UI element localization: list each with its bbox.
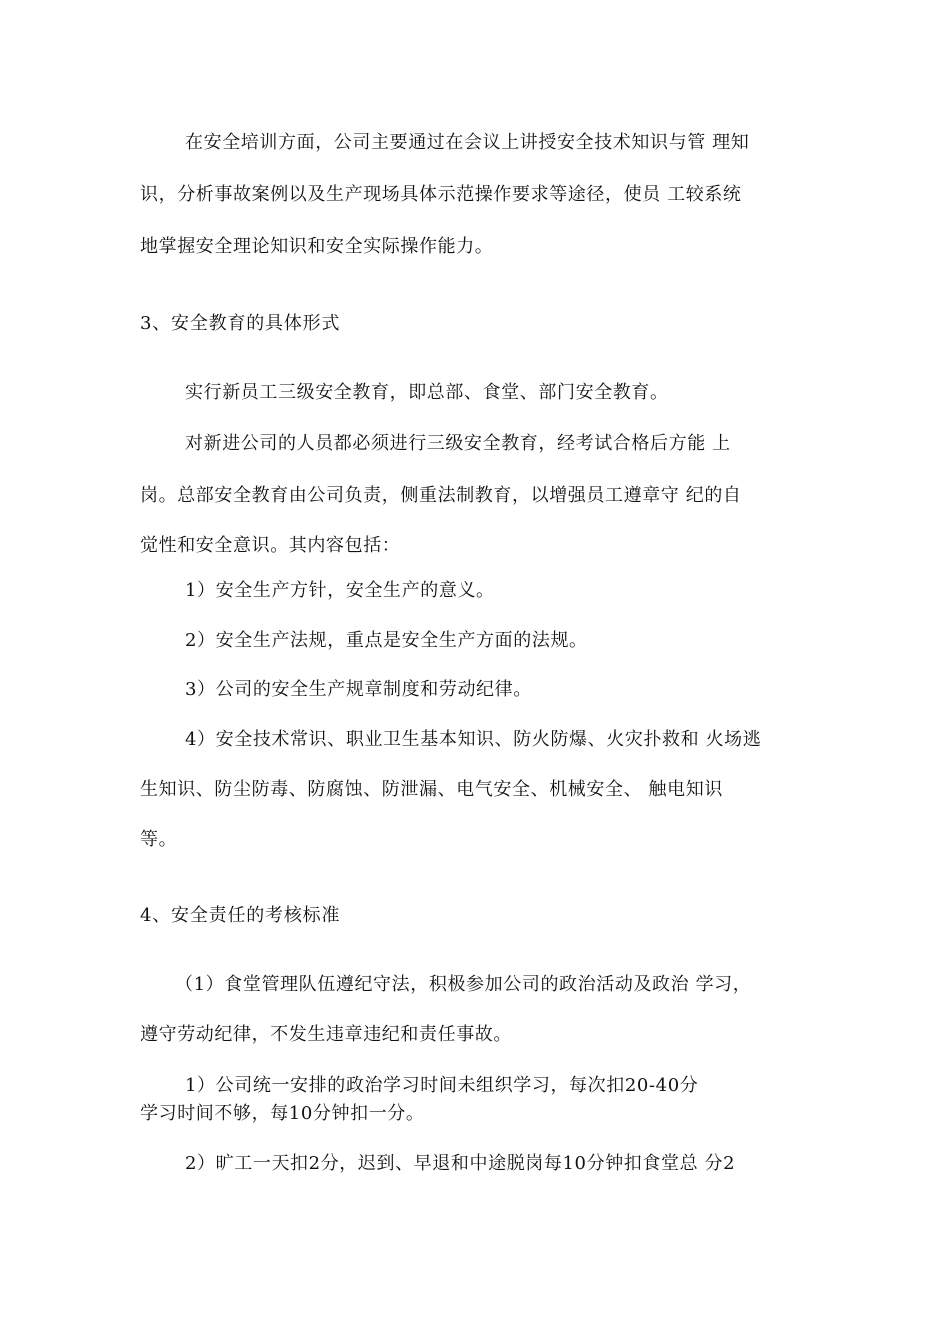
paragraph-new-staff-line-3: 觉性和安全意识。其内容包括： (140, 535, 401, 556)
sub-item-1-line-2: 学习时间不够，每10分钟扣一分。 (140, 1103, 425, 1124)
list-item-4-line-1: 4）安全技术常识、职业卫生基本知识、防火防爆、火灾扑救和 火场逃 (185, 729, 762, 750)
list-item-1: 1）安全生产方针，安全生产的意义。 (185, 580, 495, 601)
paragraph-training-line-3: 地掌握安全理论知识和安全实际操作能力。 (140, 236, 494, 257)
sub-item-2-line-1: 2）旷工一天扣2分，迟到、早退和中途脱岗每10分钟扣食堂总 分2 (185, 1153, 736, 1174)
paragraph-training-line-2: 识，分析事故案例以及生产现场具体示范操作要求等途径，使员 工较系统 (140, 184, 742, 205)
paragraph-new-staff-line-2: 岗。总部安全教育由公司负责，侧重法制教育，以增强员工遵章守 纪的自 (140, 485, 742, 506)
list-item-3: 3）公司的安全生产规章制度和劳动纪律。 (185, 679, 532, 700)
list-item-4-line-2: 生知识、防尘防毒、防腐蚀、防泄漏、电气安全、机械安全、 触电知识 (140, 779, 723, 800)
section-heading-4: 4、安全责任的考核标准 (140, 905, 341, 926)
paragraph-canteen-line-2: 遵守劳动纪律，不发生违章违纪和责任事故。 (140, 1024, 512, 1045)
paragraph-training-line-1: 在安全培训方面，公司主要通过在会议上讲授安全技术知识与管 理知 (185, 132, 750, 153)
list-item-4-line-3: 等。 (140, 829, 178, 850)
paragraph-three-level-education: 实行新员工三级安全教育，即总部、食堂、部门安全教育。 (185, 382, 669, 403)
paragraph-canteen-line-1: （1）食堂管理队伍遵纪守法，积极参加公司的政治活动及政治 学习， (175, 974, 752, 995)
paragraph-new-staff-line-1: 对新进公司的人员都必须进行三级安全教育，经考试合格后方能 上 (185, 433, 731, 454)
sub-item-1-line-1: 1）公司统一安排的政治学习时间未组织学习，每次扣20-40分 (185, 1075, 699, 1096)
list-item-2: 2）安全生产法规，重点是安全生产方面的法规。 (185, 630, 588, 651)
section-heading-3: 3、安全教育的具体形式 (140, 313, 341, 334)
